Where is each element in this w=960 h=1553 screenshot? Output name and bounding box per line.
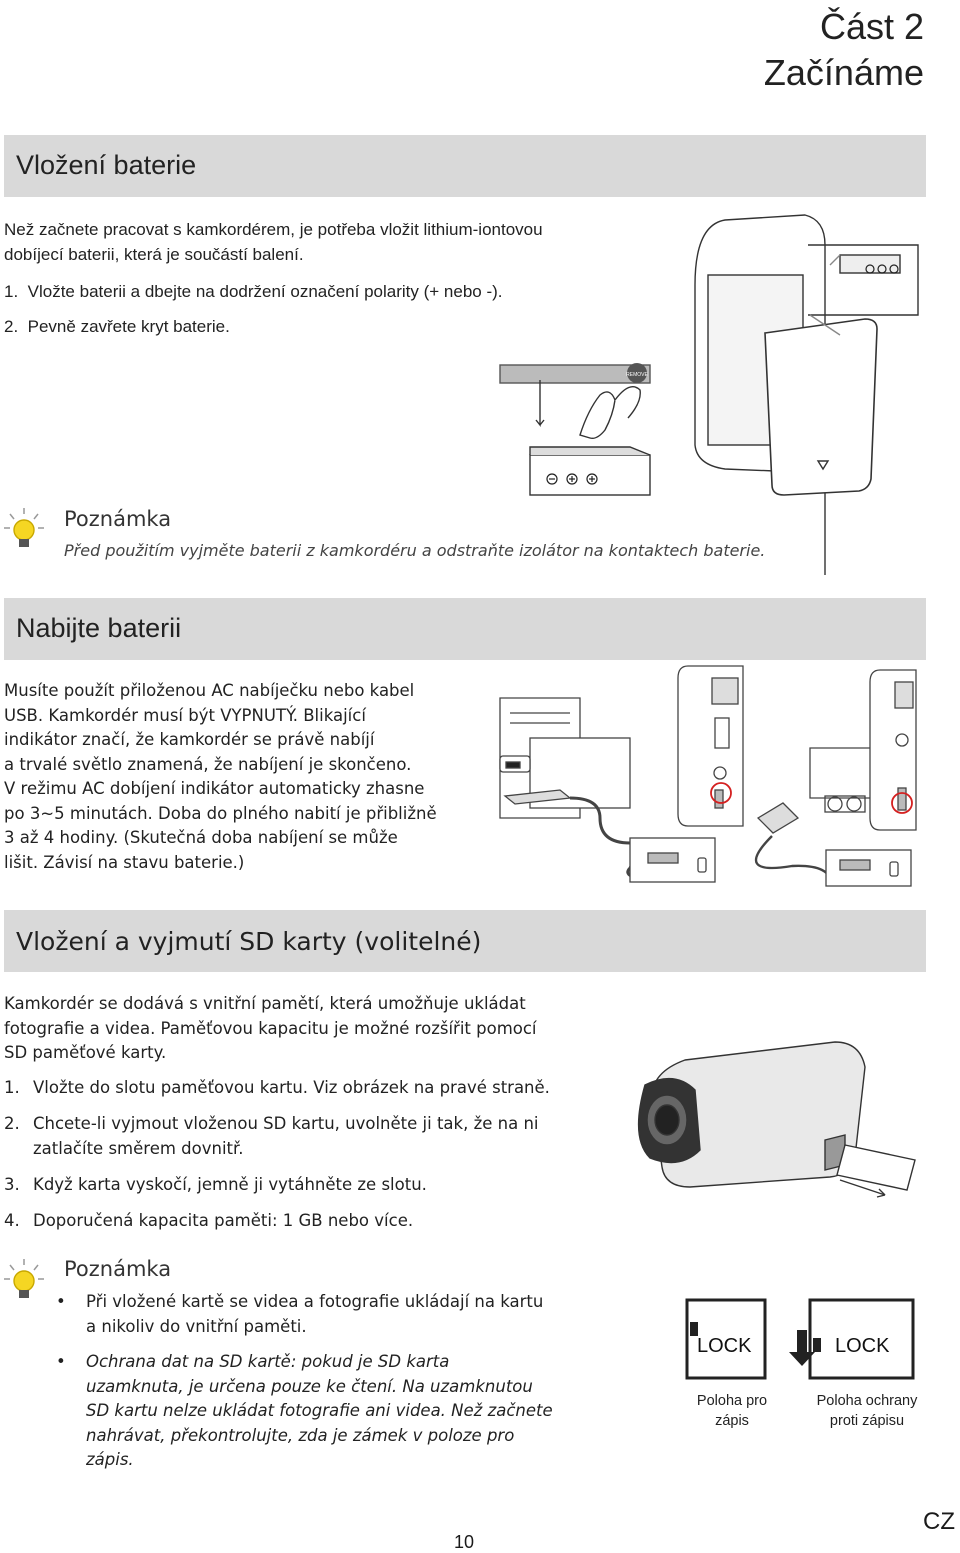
lock-label: LOCK	[835, 1335, 890, 1357]
charging-figure	[490, 658, 920, 890]
sd-card-figure	[625, 1040, 925, 1200]
part-number: Část 2	[819, 6, 924, 47]
language-code: CZ	[923, 1508, 955, 1535]
battery-intro	[4, 218, 543, 267]
note-title: Poznámka	[64, 507, 172, 531]
caption-write: Poloha pro zápis	[696, 1393, 768, 1429]
section-heading-battery: Vložení baterie	[4, 135, 926, 197]
lightbulb-icon	[2, 506, 46, 554]
sd-intro: Kamkordér se dodává s vnitřní pamětí, která umožňuje ukládat fotografie a videa. Paměťovou kapacitu je možné rozšířit pomocí SD paměťové karty.	[4, 994, 537, 1062]
intro-line: Než začnete pracovat s kamkordérem, je potřeba vložit lithium-iontovou	[4, 220, 543, 239]
battery-figure	[500, 205, 920, 497]
section-heading-sdcard: Vložení a vyjmutí SD karty (volitelné)	[4, 910, 926, 972]
battery-steps	[4, 280, 503, 339]
sd-lock-figure	[685, 1298, 925, 1388]
list-item: 2. Pevně zavřete kryt baterie.	[4, 316, 230, 336]
note-title: Poznámka	[64, 1257, 172, 1281]
intro-line: dobíjecí baterii, která je součástí balení.	[4, 244, 304, 264]
lock-label: LOCK	[697, 1335, 752, 1357]
part-heading	[764, 4, 924, 96]
remove-label: REMOVE	[626, 372, 648, 378]
lightbulb-icon	[2, 1257, 46, 1305]
caption-protect: Poloha ochrany proti zápisu	[816, 1393, 918, 1429]
charge-text: Musíte použít přiloženou AC nabíječku nebo kabel USB. Kamkordér musí být VYPNUTÝ. Blikající indikátor značí, že kamkordér se právě nabíjí a trvalé světlo znamená, že nabíjení je skončeno. V režimu AC dobíjení indikátor automaticky zhasne po 3~5 minutách. Doba do plného nabití je přibližně 3 až 4 hodiny. (Skutečná doba nabíjení se může lišit. Závisí na stavu baterie.)	[4, 681, 437, 872]
section-heading-charge: Nabijte baterii	[4, 598, 926, 660]
note-text: Před použitím vyjměte baterii z kamkordéru a odstraňte izolátor na kontaktech baterie.	[64, 541, 766, 560]
page-number: 10	[454, 1532, 475, 1552]
part-title: Začínáme	[763, 52, 924, 93]
list-item: 1. Vložte baterii a dbejte na dodržení označení polarity (+ nebo -).	[4, 282, 503, 301]
